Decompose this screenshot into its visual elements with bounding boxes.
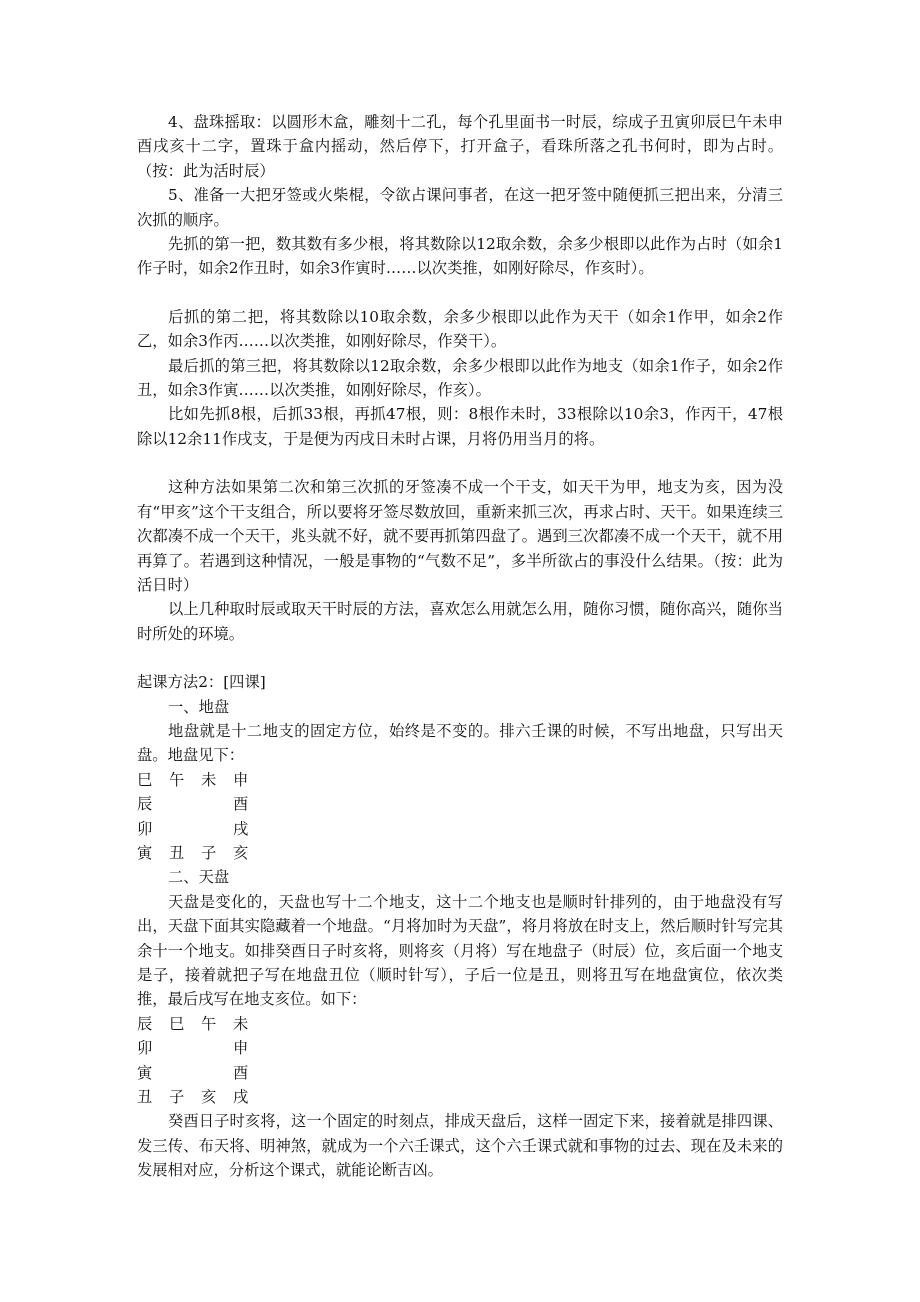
di-pan-cell: 辰 [137, 795, 153, 814]
tian-pan-cell: 丑 [137, 1088, 153, 1107]
tian-pan-cell: 酉 [233, 1063, 249, 1082]
di-pan-cell: 巳 [137, 770, 153, 789]
di-pan-cell: 酉 [233, 795, 249, 814]
paragraph-example: 比如先抓8根，后抓33根，再抓47根，则：8根作未时，33根除以10余3，作丙干，47根除以12余11作戌支，于是便为丙戌日未时占课，月将仍用当月的将。 [137, 405, 783, 448]
di-pan-cell: 卯 [137, 819, 153, 838]
paragraph-second-grab: 后抓的第二把，将其数除以10取余数，余多少根即以此作为天干（如余1作甲，如余2作乙，如余3作丙……以次类推，如刚好除尽，作癸干）。 [137, 307, 783, 351]
di-pan-grid [137, 768, 783, 866]
di-pan-row [137, 841, 783, 865]
tian-pan-cell: 巳 [169, 1014, 185, 1033]
tian-pan-row [137, 1085, 783, 1109]
paragraph-method-4: 4、盘珠摇取：以圆形木盒，雕刻十二孔，每个孔里面书一时辰，综成子丑寅卯辰巳午未申酉戌亥十二字，置珠于盒内摇动，然后停下，打开盒子，看珠所落之孔书何时，即为占时。（按：此为活时辰） [137, 113, 783, 180]
tian-pan-row [137, 1012, 783, 1036]
paragraph-failure-case: 这种方法如果第二次和第三次抓的牙签凑不成一个干支，如天干为甲，地支为亥，因为没有“甲亥”这个干支组合，所以要将牙签尽数放回，重新来抓三次，再求占时、天干。如果连续三次都凑不成一个天干，兆头就不好，就不要再抓第四盘了。遇到三次都凑不成一个天干，就不用再算了。若遇到这种情况，一般是事物的“气数不足”，多半所欲占的事没什么结果。（按：此为活日时） [137, 478, 783, 594]
tian-pan-cell: 子 [169, 1088, 185, 1107]
tian-pan-row [137, 1036, 783, 1060]
tian-pan-cell: 未 [233, 1014, 249, 1033]
paragraph-closing: 癸酉日子时亥将，这一个固定的时刻点，排成天盘后，这样一固定下来，接着就是排四课、发三传、布天将、明神煞，就成为一个六壬课式，这个六壬课式就和事物的过去、现在及未来的发展相对应，分析这个课式，就能论断吉凶。 [137, 1112, 783, 1180]
tian-pan-row [137, 1061, 783, 1085]
tian-pan-grid [137, 1012, 783, 1110]
di-pan-cell: 申 [233, 770, 249, 789]
di-pan-cell: 丑 [169, 843, 185, 862]
di-pan-heading: 一、地盘 [168, 697, 230, 716]
tian-pan-cell: 午 [201, 1014, 217, 1033]
di-pan-row [137, 792, 783, 816]
tian-pan-heading: 二、天盘 [168, 868, 230, 887]
spacer [137, 451, 783, 475]
tian-pan-cell: 辰 [137, 1014, 153, 1033]
tian-pan-cell: 戌 [233, 1088, 249, 1107]
di-pan-row [137, 817, 783, 841]
spacer [137, 281, 783, 305]
tian-pan-cell: 卯 [137, 1039, 153, 1058]
paragraph-method-5: 5、准备一大把牙签或火柴棍，令欲占课问事者，在这一把牙签中随便抓三把出来，分清三次抓的顺序。 [137, 186, 783, 229]
di-pan-row [137, 768, 783, 792]
paragraph-summary: 以上几种取时辰或取天干时辰的方法，喜欢怎么用就怎么用，随你习惯，随你高兴，随你当时所处的环境。 [137, 600, 783, 643]
paragraph-first-grab: 先抓的第一把，数其数有多少根，将其数除以12取余数，余多少根即以此作为占时（如余1作子时，如余2作丑时，如余3作寅时……以次类推，如刚好除尽，作亥时）。 [137, 235, 783, 278]
tian-pan-text: 天盘是变化的，天盘也写十二个地支，这十二个地支也是顺时针排列的，由于地盘没有写出，天盘下面其实隐藏着一个地盘。“月将加时为天盘”，将月将放在时支上，然后顺时针写完其余十一个地支。如排癸酉日子时亥将，则将亥（月将）写在地盘子（时辰）位，亥后面一个地支是子，接着就把子写在地盘丑位（顺时针写），子后一位是丑，则将丑写在地盘寅位，依次类推，最后戌写在地支亥位。如下： [137, 892, 783, 1009]
di-pan-cell: 亥 [233, 843, 249, 862]
di-pan-cell: 午 [169, 770, 185, 789]
section-title: 起课方法2：[四课] [137, 673, 266, 692]
spacer [137, 646, 783, 670]
di-pan-cell: 戌 [233, 819, 249, 838]
tian-pan-cell: 寅 [137, 1063, 153, 1082]
di-pan-cell: 子 [201, 843, 217, 862]
di-pan-text: 地盘就是十二地支的固定方位，始终是不变的。排六壬课的时候，不写出地盘，只写出天盘。地盘见下： [137, 721, 783, 765]
tian-pan-cell: 申 [233, 1039, 249, 1058]
di-pan-cell: 寅 [137, 843, 153, 862]
di-pan-cell: 未 [201, 770, 217, 789]
paragraph-third-grab: 最后抓的第三把，将其数除以12取余数，余多少根即以此作为地支（如余1作子，如余2作丑，如余3作寅……以次类推，如刚好除尽，作亥）。 [137, 356, 783, 400]
tian-pan-cell: 亥 [201, 1088, 217, 1107]
